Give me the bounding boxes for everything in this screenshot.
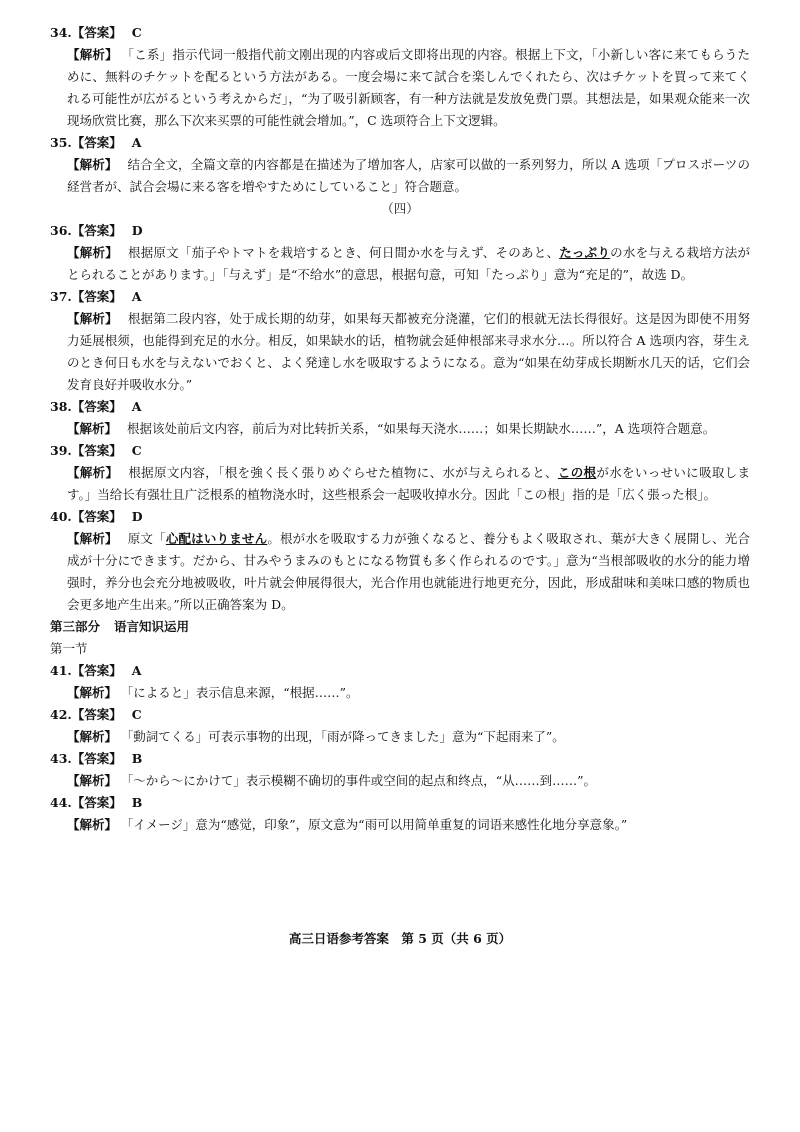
explanation-label: 【解析】 <box>67 311 118 326</box>
question-34 <box>50 22 750 132</box>
question-42 <box>50 704 750 748</box>
explanation-label: 【解析】 <box>67 421 118 436</box>
explanation-text-cont: が水をいっせいに吸取します。」当给长有强壮且广泛根系的植物浇水时，这些根系会一起吸收掉水分。因此「この根」指的是「広く張った根」。 <box>67 465 750 502</box>
answer-value: D <box>131 509 143 524</box>
explanation-text: 根据原文「茄子やトマトを栽培するとき、何日間か水を与えず、そのあと、 <box>127 245 560 260</box>
answer-value: D <box>131 223 143 238</box>
page-footer: 高三日语参考答案 第 5 页（共 6 页） <box>288 931 512 946</box>
explanation <box>67 528 750 616</box>
explanation-text: 根据该处前后文内容，前后为对比转折关系，“如果每天浇水……；如果长期缺水……”，A 选项符合题意。 <box>127 421 716 436</box>
explanation <box>67 418 750 440</box>
question-41 <box>50 660 750 704</box>
underlined-phrase: この根 <box>557 465 597 480</box>
answer-label: 【答案】 <box>71 707 122 722</box>
answer-value: B <box>131 751 143 766</box>
question-39 <box>50 440 750 506</box>
answer-value: C <box>131 25 142 40</box>
explanation-label: 【解析】 <box>67 729 118 744</box>
question-43 <box>50 748 750 792</box>
explanation-text: 「～から～にかけて」表示模糊不确切的事件或空间的起点和终点，“从……到……”。 <box>127 773 597 788</box>
answer-value: A <box>131 289 142 304</box>
underlined-phrase: たっぷり <box>559 245 611 260</box>
question-number: 37. <box>50 289 72 304</box>
explanation-text-cont: の水を与える栽培方法がとられることがあります。」「与えず」是“不给水”的意思，根据句意，可知「たっぷり」意为“充足的”，故选 D。 <box>67 245 750 282</box>
explanation <box>67 462 750 506</box>
question-44 <box>50 792 750 836</box>
question-number: 34. <box>50 25 72 40</box>
part-three-title: 第三部分 <box>50 619 101 634</box>
answer-value: A <box>131 399 142 414</box>
explanation-text: 「こ系」指示代词一般指代前文刚出现的内容或后文即将出现的内容。根据上下文，「小新しい客に来てもらうために、無料のチケットを配るという方法がある。一度会場に来て試合を楽しんでくれたら、次はチケットを買って来てくれる可能性が広がるという考えからだ」，“为了吸引新顾客，有一种方法就是发放免费门票。其想法是，如果观众能来一次现场欣赏比赛，那么下次来买票的可能性就会增加。”，C 选项符合上下文逻辑。 <box>67 47 750 128</box>
section-one-heading: 第一节 <box>50 641 88 656</box>
explanation <box>67 682 750 704</box>
explanation <box>67 726 750 748</box>
section-four-heading: （四） <box>381 201 419 216</box>
explanation-text: 「イメージ」意为“感觉，印象”，原文意为“雨可以用简单重复的词语来感性化地分享意象。” <box>127 817 628 832</box>
question-36 <box>50 220 750 286</box>
explanation <box>67 814 750 836</box>
answer-label: 【答案】 <box>71 223 122 238</box>
question-40 <box>50 506 750 616</box>
answer-value: C <box>131 707 142 722</box>
explanation <box>67 154 750 198</box>
explanation-text: 根据第二段内容，处于成长期的幼芽，如果每天都被充分浇灌，它们的根就无法长得很好。这是因为即使不用努力延展根须，也能得到充足的水分。相反，如果缺水的话，植物就会延伸根部来寻求水分…。所以符合 A 选项内容，芽生えのとき何日も水を与えないでおくと、よく発達し水を吸取するようになる。意为“如果在幼芽成长期断水几天的话，它们会发育良好并吸收水分。” <box>67 311 750 392</box>
explanation-text: 「動詞てくる」可表示事物的出现，「雨が降ってきました」意为“下起雨来了”。 <box>127 729 565 744</box>
question-number: 36. <box>50 223 72 238</box>
answer-label: 【答案】 <box>71 399 122 414</box>
answer-label: 【答案】 <box>71 443 122 458</box>
question-number: 41. <box>50 663 72 678</box>
answer-label: 【答案】 <box>71 663 122 678</box>
answer-label: 【答案】 <box>71 509 122 524</box>
part-three-subtitle: 语言知识运用 <box>114 619 190 634</box>
answer-value: B <box>131 795 143 810</box>
question-number: 44. <box>50 795 72 810</box>
question-37 <box>50 286 750 396</box>
question-number: 43. <box>50 751 72 766</box>
explanation-text: 结合全文，全篇文章的内容都是在描述为了增加客人，店家可以做的一系列努力，所以 A 选项「プロスポーツの経営者が、試合会場に来る客を増やすためにしていること」符合题意。 <box>67 157 750 194</box>
explanation-text: 根据原文内容，「根を強く長く張りめぐらせた植物に、水が与えられると、 <box>128 465 558 480</box>
question-number: 38. <box>50 399 72 414</box>
answer-label: 【答案】 <box>71 289 122 304</box>
explanation-label: 【解析】 <box>67 531 118 546</box>
question-number: 42. <box>50 707 72 722</box>
explanation-label: 【解析】 <box>67 47 118 62</box>
part-three-heading <box>50 616 750 638</box>
question-35 <box>50 132 750 198</box>
explanation-text-cont: 。根が水を吸取する力が強くなると、養分もよく吸取され、葉が大きく展開し、光合成が十分にできます。だから、甘みやうまみのもとになる物質も多く作られるのです。」意为“当根部吸收的水分的能力增强时，养分也会充分地被吸收，叶片就会伸展得很大，光合作用也就能进行地更充分，因此，形成甜味和美味口感的物质也会更多地产生出来。”所以正确答案为 D。 <box>67 531 750 612</box>
explanation-label: 【解析】 <box>67 685 118 700</box>
underlined-phrase: 心配はいりません <box>165 531 268 546</box>
answer-page <box>50 22 750 836</box>
answer-label: 【答案】 <box>71 795 122 810</box>
question-38 <box>50 396 750 440</box>
explanation <box>67 770 750 792</box>
answer-label: 【答案】 <box>71 135 122 150</box>
question-number: 39. <box>50 443 72 458</box>
explanation <box>67 242 750 286</box>
explanation-label: 【解析】 <box>67 817 118 832</box>
answer-value: A <box>131 663 142 678</box>
explanation-text: 原文「 <box>127 531 166 546</box>
explanation-label: 【解析】 <box>67 773 118 788</box>
answer-label: 【答案】 <box>71 25 122 40</box>
answer-label: 【答案】 <box>71 751 122 766</box>
question-number: 40. <box>50 509 72 524</box>
explanation-label: 【解析】 <box>67 465 119 480</box>
explanation-text: 「によると」表示信息来源，“根据……”。 <box>127 685 359 700</box>
answer-value: C <box>131 443 142 458</box>
explanation-label: 【解析】 <box>67 245 118 260</box>
answer-value: A <box>131 135 142 150</box>
explanation <box>67 308 750 396</box>
explanation <box>67 44 750 132</box>
explanation-label: 【解析】 <box>67 157 118 172</box>
question-number: 35. <box>50 135 72 150</box>
